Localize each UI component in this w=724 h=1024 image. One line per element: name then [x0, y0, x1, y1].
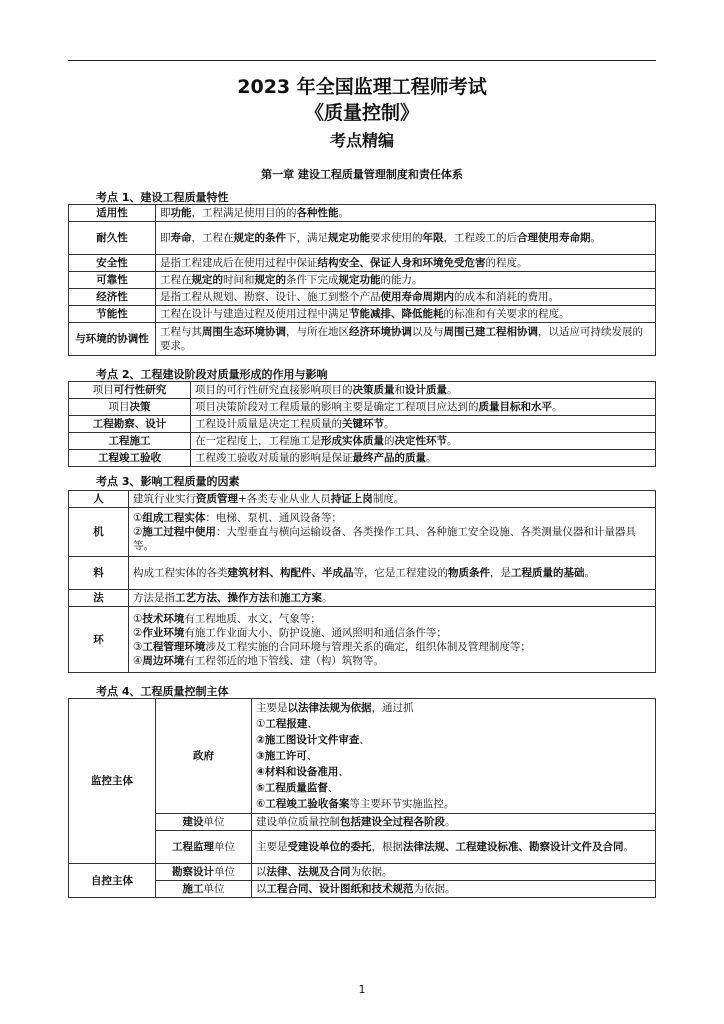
- text-span: 以: [256, 883, 267, 895]
- emphasis-text: 质量目标和水平: [478, 401, 552, 413]
- row-content: [252, 831, 656, 864]
- factor-line: [133, 511, 651, 525]
- row-content: [156, 323, 656, 356]
- text-span: 的标准和有关要求的程度。: [443, 308, 570, 320]
- text-span: 构成工程实体的各类: [133, 567, 228, 579]
- text-span: 、: [338, 766, 349, 778]
- factor-line: [133, 612, 651, 626]
- text-span: 以: [256, 866, 267, 878]
- text-span: ④: [133, 654, 143, 667]
- row-label: [156, 831, 252, 864]
- emphasis-text: 关键环节: [342, 418, 384, 430]
- row-label: 机: [69, 508, 129, 557]
- row-label: [156, 881, 252, 898]
- emphasis-text: 工程监理: [172, 841, 214, 853]
- construction-stage-table: [68, 381, 656, 467]
- emphasis-text: 规定的条件: [233, 232, 286, 244]
- emphasis-text: 经济环境协调: [349, 326, 412, 338]
- table-row: [69, 255, 656, 272]
- row-label: 人: [69, 491, 129, 508]
- text-span: 、: [307, 718, 318, 730]
- table-row: [69, 323, 656, 356]
- emphasis-text: 规定功能: [328, 232, 370, 244]
- content-line: [256, 716, 651, 732]
- text-span: 工程竣工验收对质量的影响是保证: [195, 452, 353, 464]
- text-span: 、: [359, 734, 370, 746]
- emphasis-text: 资质管理: [196, 493, 238, 505]
- chapter-title: 第一章 建设工程质量管理制度和责任体系: [261, 168, 463, 181]
- text-span: 下，满足: [286, 232, 328, 244]
- text-span: 条件下完成: [286, 274, 339, 286]
- row-label: [156, 864, 252, 881]
- row-label: [69, 416, 191, 433]
- text-span: 的能力。: [380, 274, 423, 286]
- emphasis-text: 可行性研究: [113, 384, 167, 396]
- row-content: [191, 382, 656, 399]
- emphasis-text: 使用寿命周期内: [380, 291, 454, 303]
- factor-line: [133, 525, 651, 553]
- emphasis-text: 持证上岗: [330, 493, 373, 505]
- emphasis-text: 工程报建: [265, 718, 308, 730]
- emphasis-text: 勘察设计: [172, 866, 214, 878]
- text-span: 以及与: [412, 326, 444, 338]
- text-span: 建筑行业实行: [133, 493, 196, 505]
- emphasis-text: 建筑材料、构配件、半成品: [227, 567, 354, 579]
- text-span: 涉及工程实施的合同环境与管理关系的确定，组织体制及管理制度等；: [205, 640, 531, 653]
- text-span: ①: [133, 512, 143, 524]
- emphasis-text: 设计质量: [405, 384, 447, 396]
- row-label: 适用性: [69, 205, 156, 222]
- text-span: 、: [327, 782, 339, 794]
- content-line: [256, 732, 651, 748]
- emphasis-text: 工程竣工验收: [98, 452, 161, 464]
- row-content: [156, 255, 656, 272]
- text-span: 单位: [214, 841, 235, 853]
- emphasis-text: 决定性环节: [394, 435, 447, 447]
- text-span: 工程设计质量是决定工程质量的: [195, 418, 342, 430]
- table-row: [69, 607, 656, 673]
- row-content: [129, 590, 656, 607]
- emphasis-text: 法律法规、工程建设标准、勘察设计文件及合同: [403, 841, 624, 853]
- text-span: ，工程在: [191, 232, 234, 244]
- text-span: 工程在: [160, 274, 192, 286]
- row-label: 法: [69, 590, 129, 607]
- text-span: 要求使用的: [370, 232, 423, 244]
- text-span: 有工程地质、水文、气象等；: [184, 612, 321, 625]
- row-label: 安全性: [69, 255, 156, 272]
- row-label: 节能性: [69, 306, 156, 323]
- row-content: [191, 399, 656, 416]
- emphasis-text: 建设: [182, 816, 204, 828]
- page-number: 1: [358, 983, 366, 996]
- text-span: 工程与其: [160, 326, 202, 338]
- control-subject-table: [68, 698, 656, 898]
- table-row: [69, 814, 656, 831]
- text-span: ⑥: [256, 798, 266, 810]
- emphasis-text: 规定功能: [338, 274, 381, 286]
- row-content: [129, 607, 656, 673]
- emphasis-text: 周边环境: [142, 654, 185, 667]
- text-span: 主要是: [256, 702, 288, 714]
- text-span: 。: [322, 592, 333, 604]
- row-label: [69, 433, 191, 450]
- emphasis-text: 组成工程实体: [142, 512, 206, 524]
- section-heading-3: 考点 3、影响工程质量的因素: [96, 475, 240, 488]
- emphasis-text: 周围已建工程相协调: [443, 326, 538, 338]
- table-row: [69, 881, 656, 898]
- table-row: [69, 433, 656, 450]
- table-row: [69, 590, 656, 607]
- emphasis-text: 工艺方法、操作方法: [175, 592, 270, 604]
- emphasis-text: 功能: [170, 207, 192, 219]
- text-span: ，工程竣工的后: [443, 232, 517, 244]
- text-span: 和: [394, 384, 405, 396]
- emphasis-text: 以法律法规为依据: [287, 702, 372, 714]
- row-label: [69, 450, 191, 467]
- text-span: ③: [133, 640, 143, 653]
- text-span: 在一定程度上，工程施工是: [195, 435, 321, 447]
- row-content: [129, 557, 656, 590]
- row-label: 经济性: [69, 289, 156, 306]
- row-label: 耐久性: [69, 222, 156, 255]
- table-row: [69, 272, 656, 289]
- header-rule: [68, 60, 656, 61]
- row-content: [191, 416, 656, 433]
- text-span: 主要是: [256, 841, 288, 853]
- emphasis-text: 工程勘察、设计: [92, 418, 167, 430]
- text-span: 的: [384, 435, 395, 447]
- emphasis-text: 法律、法规及合同: [266, 866, 351, 878]
- section-heading-1: 考点 1、建设工程质量特性: [96, 191, 229, 204]
- emphasis-text: 合理使用寿命期: [517, 232, 591, 244]
- emphasis-text: 形成实体质量: [321, 435, 384, 447]
- row-label: 与环境的协调性: [69, 323, 156, 356]
- text-span: ，工程满足使用目的的: [191, 207, 297, 219]
- row-content: [252, 864, 656, 881]
- group-label-monitor: 监控主体: [69, 699, 156, 864]
- emphasis-text: 决策质量: [352, 384, 395, 396]
- doc-heading-kaodian: 考点精编: [329, 131, 394, 150]
- text-span: +各类专业从业人员: [238, 493, 331, 505]
- row-label: [69, 382, 191, 399]
- text-span: ，根据: [371, 841, 403, 853]
- text-span: ，以适应可持续发展的要求。: [160, 326, 643, 352]
- text-span: 项目: [108, 401, 130, 413]
- text-span: 项目的可行性研究直接影响项目的: [195, 384, 353, 396]
- table-row: [69, 491, 656, 508]
- section-heading-2: 考点 2、工程建设阶段对质量形成的作用与影响: [96, 368, 328, 381]
- emphasis-text: 受建设单位的委托: [287, 841, 372, 853]
- emphasis-text: 工程质量的基础: [511, 567, 585, 579]
- text-span: ：电梯、泵机、通风设备等；: [205, 512, 342, 524]
- row-label: 环: [69, 607, 129, 673]
- row-content: [252, 814, 656, 831]
- emphasis-text: ②施工图设计文件审查: [256, 734, 360, 746]
- emphasis-text: 寿命: [170, 232, 192, 244]
- emphasis-text: 作业环境: [142, 626, 185, 639]
- text-span: 有施工作业面大小、防护设施、通风照明和通信条件等；: [184, 626, 447, 639]
- factor-line: [133, 640, 651, 654]
- table-row: [69, 399, 656, 416]
- table-row: [69, 557, 656, 590]
- emphasis-text: 施工: [182, 883, 204, 895]
- row-content: [252, 881, 656, 898]
- emphasis-text: 年限: [422, 232, 444, 244]
- table-row: [69, 831, 656, 864]
- row-content: [156, 272, 656, 289]
- table-row: [69, 508, 656, 557]
- text-span: 时间和: [223, 274, 255, 286]
- quality-characteristics-table: [68, 204, 656, 356]
- row-content: [156, 222, 656, 255]
- emphasis-text: ⑤工程质量监督: [256, 782, 328, 794]
- text-span: ：大型垂直与横向运输设备、各类操作工具、各种施工安全设施、各类测量仪器和计量器具等。: [133, 526, 636, 552]
- text-span: 项目: [92, 384, 114, 396]
- factor-line: [133, 626, 651, 640]
- row-content: [191, 433, 656, 450]
- text-span: ，与所在地区: [286, 326, 349, 338]
- row-label: 政府: [156, 699, 252, 814]
- text-span: 的程度。: [485, 257, 528, 269]
- row-content: [156, 289, 656, 306]
- emphasis-text: 技术环境: [142, 612, 185, 625]
- text-span: ①: [256, 718, 266, 730]
- text-span: 即: [160, 207, 171, 219]
- emphasis-text: 包括建设全过程各阶段: [340, 816, 445, 828]
- emphasis-text: 工程管理环境: [142, 640, 206, 653]
- text-span: 。: [426, 452, 437, 464]
- emphasis-text: 节能减排、降低能耗: [349, 308, 444, 320]
- text-span: 单位: [203, 816, 225, 828]
- row-content: [129, 491, 656, 508]
- content-line: [256, 796, 651, 812]
- content-line: [256, 764, 651, 780]
- text-span: 等，它是工程建设的: [353, 567, 448, 579]
- emphasis-text: 工程竣工验收备案: [265, 798, 350, 810]
- text-span: 等主要环节实施监控。: [349, 798, 455, 810]
- row-content: [191, 450, 656, 467]
- text-span: ，通过抓: [371, 702, 414, 714]
- factor-line: [133, 654, 651, 668]
- text-span: 项目决策阶段对工程质量的影响主要是确定工程项目应达到的: [195, 401, 479, 413]
- text-span: 有工程邻近的地下管线、建（构）筑物等。: [184, 654, 384, 667]
- text-span: 的成本和消耗的费用。: [454, 291, 559, 303]
- text-span: 。: [447, 435, 458, 447]
- row-content: [156, 306, 656, 323]
- text-span: ②: [133, 626, 143, 639]
- text-span: 、: [306, 750, 318, 762]
- table-row: [69, 222, 656, 255]
- row-content: [156, 205, 656, 222]
- section-heading-4: 考点 4、工程质量控制主体: [96, 685, 229, 698]
- content-line: [256, 700, 651, 716]
- emphasis-text: ③施工许可: [256, 750, 307, 762]
- emphasis-text: 工程施工: [108, 435, 151, 447]
- emphasis-text: 最终产品的质量: [352, 452, 426, 464]
- emphasis-text: ④材料和设备准用: [256, 766, 339, 778]
- emphasis-text: 规定的: [254, 274, 286, 286]
- text-span: 。: [338, 207, 349, 219]
- text-span: 。: [584, 567, 595, 579]
- table-row: [69, 306, 656, 323]
- text-span: 。: [552, 401, 563, 413]
- emphasis-text: 工程合同、设计图纸和技术规范: [266, 883, 414, 895]
- table-row: [69, 382, 656, 399]
- row-content: [252, 699, 656, 814]
- text-span: 是指工程建成后在使用过程中保证: [160, 257, 318, 269]
- emphasis-text: 施工过程中使用: [142, 526, 216, 538]
- text-span: 单位: [214, 866, 235, 878]
- text-span: 。: [590, 232, 601, 244]
- emphasis-text: 结构安全、保证人身和环境免受危害: [317, 257, 486, 269]
- text-span: 为依据。: [350, 866, 393, 878]
- doc-subtitle: 《质量控制》: [304, 102, 419, 124]
- text-span: 即: [160, 232, 171, 244]
- emphasis-text: 规定的: [191, 274, 223, 286]
- row-label: [156, 814, 252, 831]
- row-label: 可靠性: [69, 272, 156, 289]
- table-row: [69, 864, 656, 881]
- text-span: ②: [133, 526, 143, 538]
- text-span: 。: [623, 841, 634, 853]
- content-line: [256, 748, 651, 764]
- table-row: [69, 205, 656, 222]
- emphasis-text: 施工方案: [280, 592, 322, 604]
- text-span: 单位: [203, 883, 225, 895]
- row-content: [129, 508, 656, 557]
- emphasis-text: 各种性能: [296, 207, 339, 219]
- group-label-self: 自控主体: [69, 864, 156, 898]
- emphasis-text: 决策: [129, 401, 151, 413]
- quality-factors-table: [68, 490, 656, 673]
- content-line: [256, 780, 651, 796]
- text-span: 。: [447, 384, 458, 396]
- text-span: 建设单位质量控制: [256, 816, 340, 828]
- table-row: [69, 289, 656, 306]
- table-row: [69, 699, 656, 814]
- table-row: [69, 450, 656, 467]
- row-label: 料: [69, 557, 129, 590]
- text-span: 是指工程从规划、勘察、设计、施工到整个产品: [160, 291, 381, 303]
- doc-title: 2023 年全国监理工程师考试: [237, 76, 487, 98]
- text-span: 为依据。: [413, 883, 456, 895]
- text-span: 方法是指: [133, 592, 175, 604]
- text-span: 和: [269, 592, 280, 604]
- text-span: ①: [133, 612, 143, 625]
- emphasis-text: 周围生态环境协调: [202, 326, 286, 338]
- text-span: 工程在设计与建造过程及使用过程中满足: [160, 308, 349, 320]
- table-row: [69, 416, 656, 433]
- text-span: 。: [384, 418, 395, 430]
- text-span: 。: [445, 816, 456, 828]
- text-span: 制度。: [372, 493, 405, 505]
- row-label: [69, 399, 191, 416]
- text-span: ，是: [490, 567, 511, 579]
- emphasis-text: 物质条件: [448, 567, 490, 579]
